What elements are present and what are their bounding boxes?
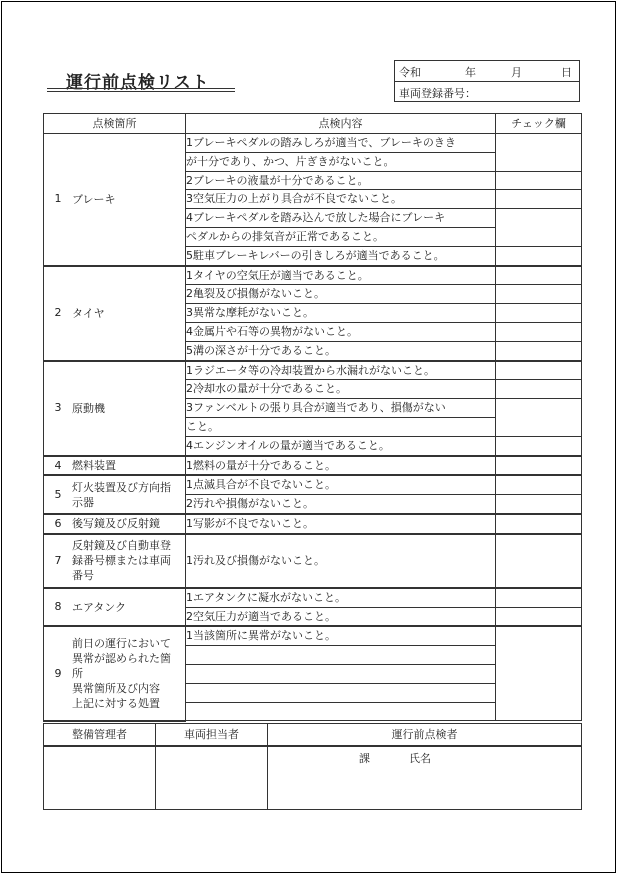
category-number: 9 — [54, 666, 62, 680]
check-cell[interactable] — [496, 588, 582, 607]
inspection-item: 3空気圧力の上がり具合が不良でないこと。 — [186, 190, 496, 209]
vehicle-number-label: 車両登録番号： — [399, 87, 476, 100]
category-number: 3 — [54, 401, 62, 415]
blank-line[interactable] — [186, 646, 496, 665]
category-name: 後写鏡及び反射鏡 — [72, 517, 160, 531]
inspection-item: 2ブレーキの液量が十分であること。 — [186, 171, 496, 190]
category-brake — [44, 134, 186, 266]
signature-header — [44, 724, 582, 747]
inspection-item: 1汚れ及び損傷がないこと。 — [186, 534, 496, 588]
inspection-item: ペダルからの排気音が正常であること。 — [186, 227, 496, 246]
category-name: 反射鏡及び自動車登録番号標または車両番号 — [72, 539, 171, 583]
table-row — [44, 266, 582, 285]
check-cell[interactable] — [496, 626, 582, 720]
inspection-table — [43, 113, 582, 722]
check-cell[interactable] — [496, 475, 582, 494]
category-name: 原動機 — [72, 401, 105, 415]
title-underline-2 — [47, 91, 235, 92]
signature-row — [44, 746, 582, 810]
inspector-signature[interactable] — [268, 746, 582, 810]
inspection-item: 1写影が不良でないこと。 — [186, 514, 496, 534]
table-row — [44, 134, 582, 153]
table-row — [44, 534, 582, 588]
category-name-line3: 上記に対する処置 — [72, 697, 160, 711]
date-row[interactable] — [395, 61, 579, 82]
inspection-item: こと。 — [186, 417, 496, 436]
table-header — [44, 114, 582, 134]
check-cell[interactable] — [496, 436, 582, 455]
category-number: 8 — [54, 600, 62, 614]
category-name-line1: 前日の運行において異常が認められた箇所 — [72, 637, 171, 681]
check-cell[interactable] — [496, 495, 582, 514]
check-cell[interactable] — [496, 341, 582, 360]
month-label: 月 — [511, 66, 522, 79]
name-label: 氏名 — [409, 752, 431, 765]
table-row — [44, 514, 582, 534]
era-label: 令和 — [399, 66, 421, 79]
category-number: 2 — [54, 306, 62, 320]
year-label: 年 — [465, 66, 476, 79]
category-name: エアタンク — [72, 600, 127, 614]
inspection-item: 2汚れや損傷がないこと。 — [186, 495, 496, 514]
inspection-item: 1燃料の量が十分であること。 — [186, 456, 496, 476]
vehicle-number-row[interactable] — [395, 82, 579, 102]
inspection-item: 2空気圧力が適当であること。 — [186, 607, 496, 626]
date-vehicle-box — [394, 60, 580, 102]
category-number: 5 — [54, 487, 62, 501]
inspection-item: 3異常な摩耗がないこと。 — [186, 304, 496, 323]
category-name: タイヤ — [72, 306, 105, 320]
check-cell[interactable] — [496, 380, 582, 399]
inspector-label: 運行前点検者 — [268, 724, 582, 747]
check-cell[interactable] — [496, 534, 582, 588]
vehicle-person-label: 車両担当者 — [156, 724, 268, 747]
check-cell[interactable] — [496, 607, 582, 626]
check-cell[interactable] — [496, 304, 582, 323]
check-cell[interactable] — [496, 361, 582, 380]
category-tire — [44, 266, 186, 361]
inspection-item: 4エンジンオイルの量が適当であること。 — [186, 436, 496, 455]
category-number: 6 — [54, 516, 62, 530]
check-cell[interactable] — [496, 456, 582, 476]
day-label: 日 — [561, 66, 572, 79]
check-cell[interactable] — [496, 399, 582, 437]
inspection-item: 4金属片や石等の異物がないこと。 — [186, 322, 496, 341]
table-row — [44, 588, 582, 607]
inspection-item: が十分であり、かつ、片ぎきがないこと。 — [186, 152, 496, 171]
header-category: 点検箇所 — [44, 114, 186, 134]
blank-line[interactable] — [186, 702, 496, 721]
table-row — [44, 475, 582, 494]
inspection-item: 1ラジエータ等の冷却装置から水漏れがないこと。 — [186, 361, 496, 380]
check-cell[interactable] — [496, 190, 582, 209]
check-cell[interactable] — [496, 134, 582, 172]
inspection-item: 2亀裂及び損傷がないこと。 — [186, 285, 496, 304]
category-engine — [44, 361, 186, 456]
inspection-item: 1ブレーキペダルの踏みしろが適当で、ブレーキのきき — [186, 134, 496, 153]
category-name-line2: 異常箇所及び内容 — [72, 682, 160, 696]
inspection-item: 2冷却水の量が十分であること。 — [186, 380, 496, 399]
signature-table — [43, 723, 582, 810]
section-label: 課 — [359, 752, 370, 765]
check-cell[interactable] — [496, 246, 582, 265]
category-plate — [44, 534, 186, 588]
category-number: 7 — [54, 553, 62, 567]
title-underline — [47, 88, 235, 89]
check-cell[interactable] — [496, 322, 582, 341]
inspection-item: 1エアタンクに凝水がないこと。 — [186, 588, 496, 607]
table-row — [44, 361, 582, 380]
category-name: 燃料装置 — [72, 458, 116, 472]
category-fuel — [44, 456, 186, 476]
header-check: チェック欄 — [496, 114, 582, 134]
check-cell[interactable] — [496, 209, 582, 247]
category-number: 1 — [54, 192, 62, 206]
blank-line[interactable] — [186, 683, 496, 702]
vehicle-person-signature[interactable] — [156, 746, 268, 810]
page-title: 運行前点検リスト — [66, 73, 210, 93]
category-air-tank — [44, 588, 186, 627]
check-cell[interactable] — [496, 266, 582, 285]
category-mirrors — [44, 514, 186, 534]
category-name — [72, 636, 185, 711]
inspection-item: 5駐車ブレーキレバーの引きしろが適当であること。 — [186, 246, 496, 265]
category-number: 4 — [54, 458, 62, 472]
inspection-item: 3ファンベルトの張り具合が適当であり、損傷がない — [186, 399, 496, 418]
category-name: ブレーキ — [72, 192, 116, 206]
header-content: 点検内容 — [186, 114, 496, 134]
blank-line[interactable] — [186, 664, 496, 683]
inspection-item: 1点滅具合が不良でないこと。 — [186, 475, 496, 494]
category-lights — [44, 475, 186, 514]
table-row — [44, 626, 582, 645]
category-previous-day — [44, 626, 186, 720]
inspection-item: 5溝の深さが十分であること。 — [186, 341, 496, 360]
maintenance-manager-signature[interactable] — [44, 746, 156, 810]
maintenance-manager-label: 整備管理者 — [44, 724, 156, 747]
check-cell[interactable] — [496, 171, 582, 190]
inspection-item: 4ブレーキペダルを踏み込んで放した場合にブレーキ — [186, 209, 496, 228]
inspection-item: 1タイヤの空気圧が適当であること。 — [186, 266, 496, 285]
category-name: 灯火装置及び方向指示器 — [72, 480, 171, 509]
table-row — [44, 456, 582, 476]
inspection-item: 1当該箇所に異常がないこと。 — [186, 626, 496, 645]
check-cell[interactable] — [496, 285, 582, 304]
check-cell[interactable] — [496, 514, 582, 534]
